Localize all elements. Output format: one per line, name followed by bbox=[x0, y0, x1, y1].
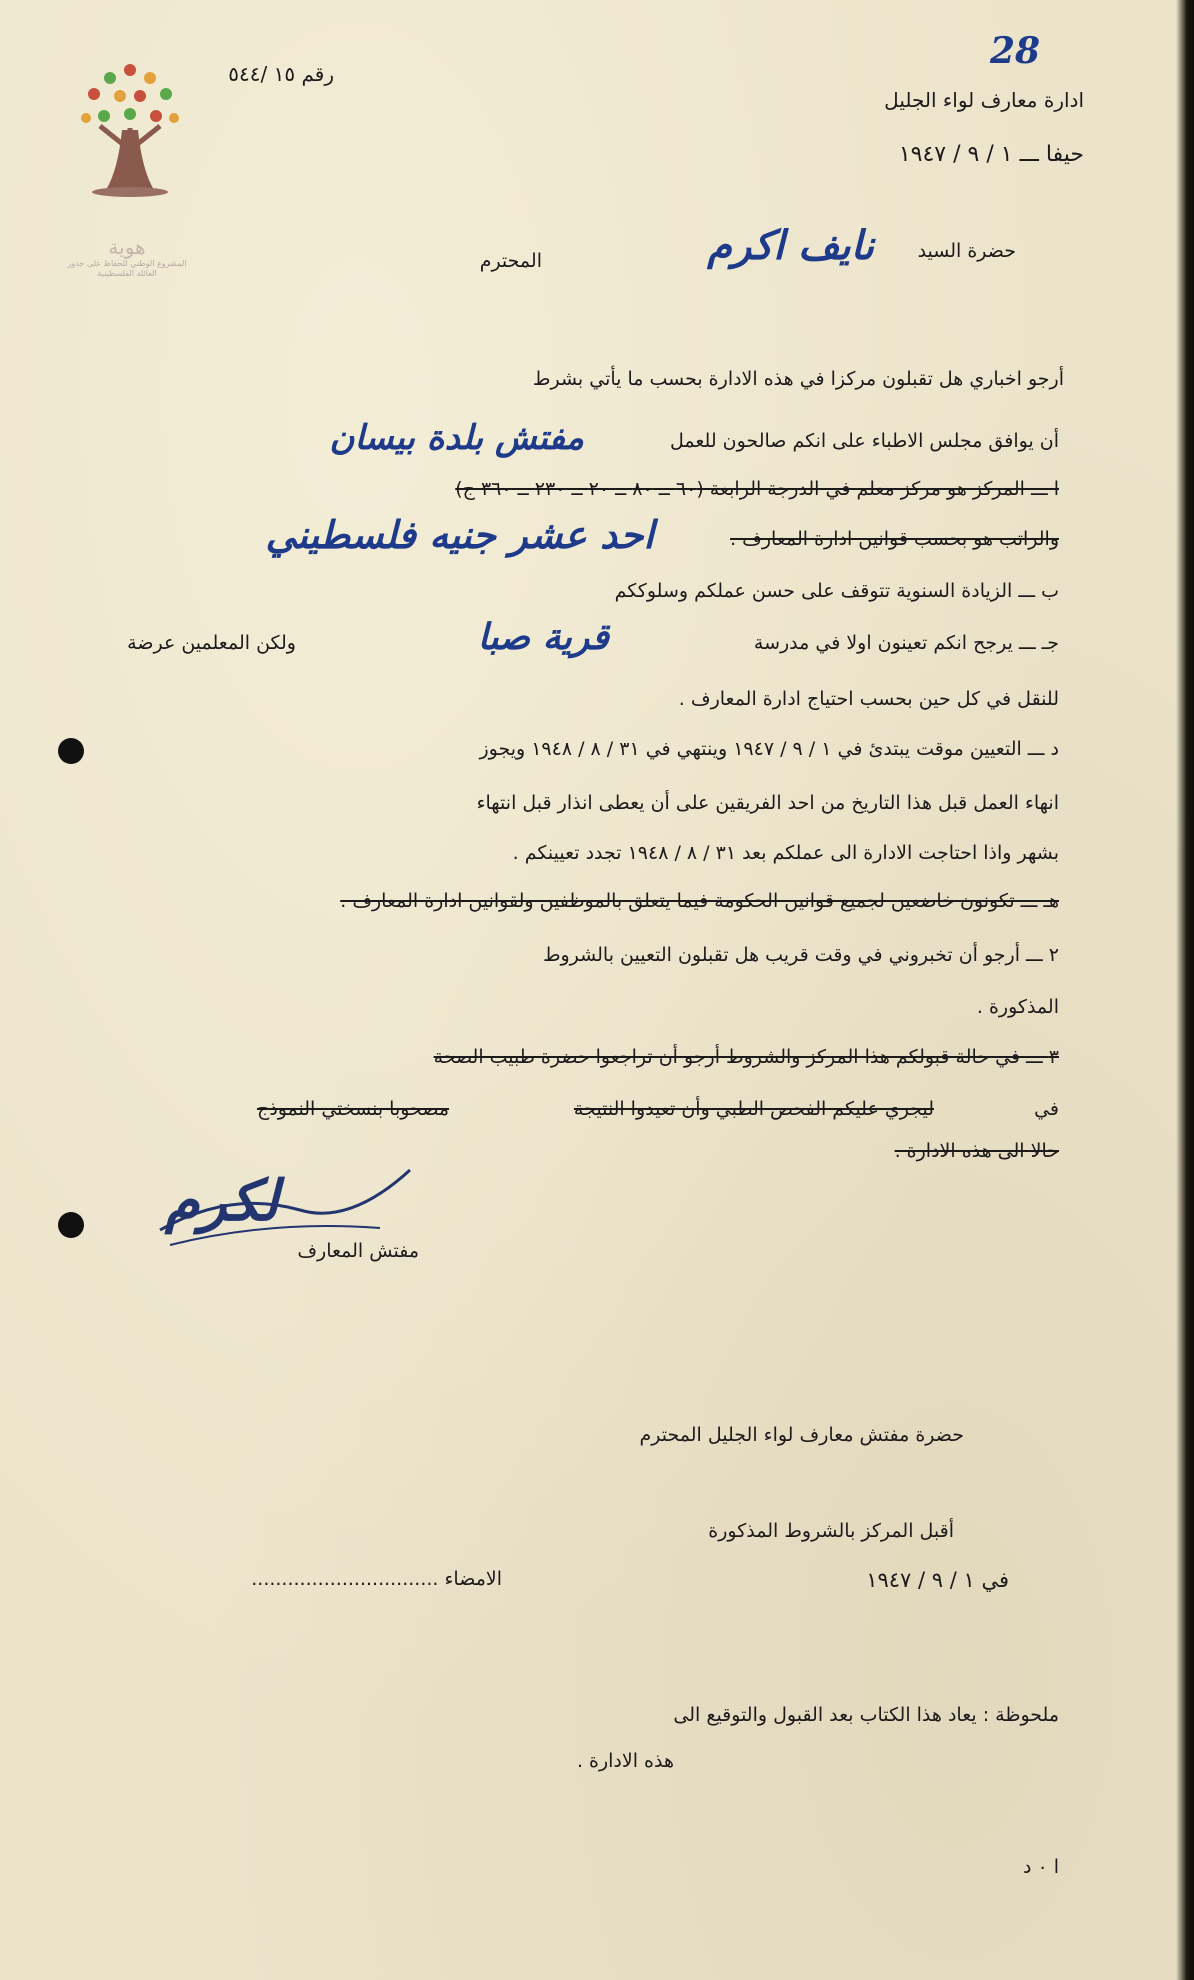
logo-caption-text: المشروع الوطني للحفاظ على جذور العائلة الفلسطينية bbox=[67, 259, 187, 278]
scan-edge bbox=[1176, 0, 1194, 1980]
handwritten-salary: احد عشر جنيه فلسطيني bbox=[265, 512, 654, 557]
handwritten-title: مفتش بلدة بيسان bbox=[329, 418, 584, 458]
item-3-exam: ليجري عليكم الفحص الطبي وأن تعيدوا النتيجة bbox=[573, 1098, 934, 1120]
item-d-renewal: بشهر واذا احتاجت الادارة الى عملكم بعد ٣١ / ٨ / ١٩٤٨ تجدد تعيينكم . bbox=[512, 842, 1059, 864]
tree-logo bbox=[70, 50, 190, 260]
logo-caption bbox=[62, 235, 192, 279]
honorific: المحترم bbox=[479, 250, 542, 272]
initials: ا ٠ د bbox=[1022, 1856, 1059, 1878]
addressee-name: نايف اكرم bbox=[707, 222, 874, 269]
item-d-period: د ـــ التعيين موقت يبتدئ في ١ / ٩ / ١٩٤٧ وينتهي في ٣١ / ٨ / ١٩٤٨ ويجوز bbox=[479, 738, 1059, 760]
item-j-transfer: للنقل في كل حين بحسب احتياج ادارة المعارف . bbox=[678, 688, 1059, 710]
item-j-start: جـ ـــ يرجح انكم تعينون اولا في مدرسة bbox=[753, 632, 1059, 654]
reply-date: في ١ / ٩ / ١٩٤٧ bbox=[866, 1568, 1009, 1592]
hole-punch-lower bbox=[58, 1212, 84, 1238]
handwritten-school: قرية صبا bbox=[477, 616, 609, 658]
note-line: ملحوظة : يعاد هذا الكتاب بعد القبول والتوقيع الى bbox=[673, 1704, 1059, 1726]
intro-line: أرجو اخباري هل تقبلون مركزا في هذه الادارة بحسب ما يأتي بشرط bbox=[532, 368, 1064, 390]
reply-accept: أقبل المركز بالشروط المذكورة bbox=[708, 1520, 954, 1542]
reply-signature-field: الامضاء ............................... bbox=[251, 1568, 502, 1590]
item-2-end: المذكورة . bbox=[976, 996, 1059, 1018]
item-3: ٣ ـــ في حالة قبولكم هذا المركز والشروط أرجو أن تراجعوا حضرة طبيب الصحة bbox=[433, 1046, 1059, 1068]
header-date: حيفا ـــ ١ / ٩ / ١٩٤٧ bbox=[898, 142, 1084, 167]
page-number: 28 bbox=[990, 30, 1041, 72]
item-a-grade: ا ـــ المركز هو مركز معلم في الدرجة الرابعة (٦٠ ــ ٨٠ ــ ٢٠ ــ ٢٣٠ ــ ٣٦٠ ج) bbox=[455, 478, 1059, 500]
item-a-salary: والراتب هو بحسب قوانين ادارة المعارف . bbox=[730, 528, 1059, 550]
reply-addressee: حضرة مفتش معارف لواء الجليل المحترم bbox=[639, 1424, 964, 1446]
item-j-end: ولكن المعلمين عرضة bbox=[127, 632, 296, 654]
header-office: ادارة معارف لواء الجليل bbox=[884, 88, 1084, 112]
signer-title: مفتش المعارف bbox=[297, 1240, 419, 1262]
reference-number: رقم ١٥ /٥٤٤ bbox=[228, 62, 334, 86]
signature: لكرم bbox=[165, 1168, 279, 1234]
item-3-return: حالا الى هذه الادارة . bbox=[894, 1140, 1059, 1162]
item-h: هـ ـــ تكونون خاضعين لجميع قوانين الحكومة فيما يتعلق بالموظفين ولقوانين ادارة المعارف . bbox=[340, 890, 1059, 912]
item-3-in: في bbox=[1034, 1098, 1059, 1120]
logo-label: هوية bbox=[108, 235, 146, 259]
salutation: حضرة السيد bbox=[917, 240, 1016, 262]
item-3-forms: مصحوبا بنسختي النموذج bbox=[256, 1098, 449, 1120]
hole-punch bbox=[58, 738, 84, 764]
condition-line: أن يوافق مجلس الاطباء على انكم صالحون للعمل bbox=[670, 430, 1059, 452]
item-b: ب ـــ الزيادة السنوية تتوقف على حسن عملكم وسلوككم bbox=[614, 580, 1059, 602]
note-line-end: هذه الادارة . bbox=[576, 1750, 674, 1772]
item-d-termination: انهاء العمل قبل هذا التاريخ من احد الفريقين على أن يعطى انذار قبل انتهاء bbox=[476, 792, 1059, 814]
item-2: ٢ ـــ أرجو أن تخبروني في وقت قريب هل تقبلون التعيين بالشروط bbox=[542, 944, 1059, 966]
